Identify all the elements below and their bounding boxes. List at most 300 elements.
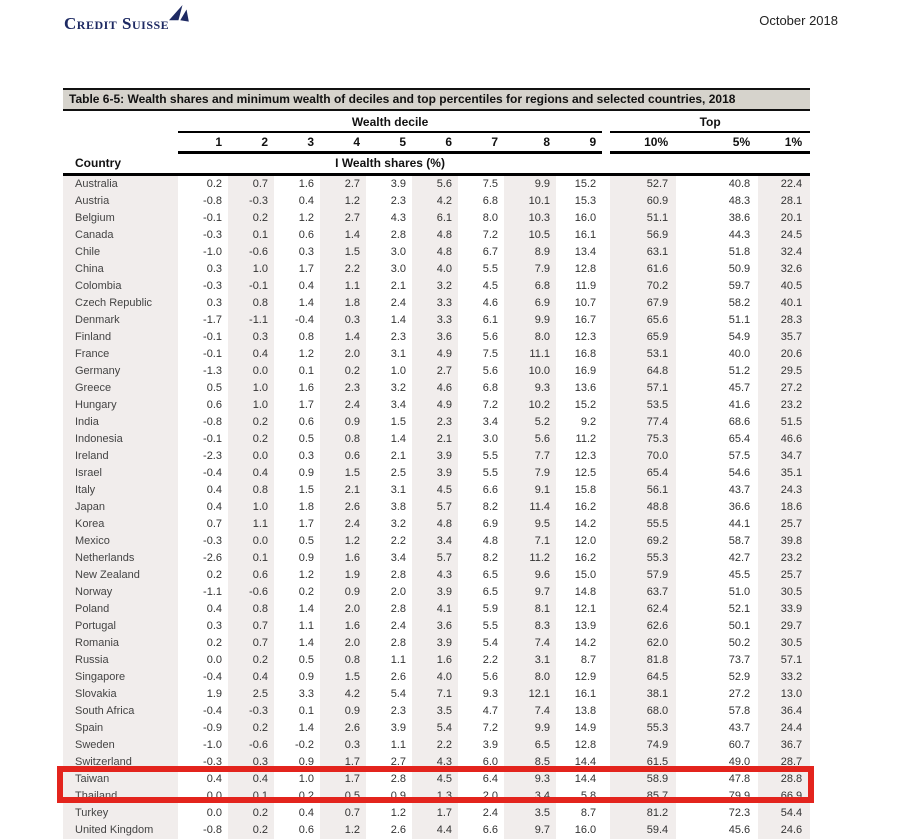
decile-col-header: 3 xyxy=(274,132,320,153)
value-cell: 3.0 xyxy=(458,431,504,448)
value-cell: 6.7 xyxy=(458,244,504,261)
value-cell: 28.8 xyxy=(758,771,810,788)
value-cell: 52.1 xyxy=(676,601,758,618)
table-row xyxy=(63,465,810,482)
value-cell: 3.2 xyxy=(366,380,412,397)
value-cell: 6.5 xyxy=(458,567,504,584)
value-cell: 11.4 xyxy=(504,499,556,516)
value-cell: 3.1 xyxy=(366,482,412,499)
value-cell: 1.5 xyxy=(320,244,366,261)
value-cell: 9.2 xyxy=(556,414,602,431)
table-row xyxy=(63,227,810,244)
country-cell: Germany xyxy=(63,363,178,380)
value-cell: 1.0 xyxy=(228,397,274,414)
value-cell: 3.5 xyxy=(412,703,458,720)
column-gap-cell xyxy=(602,193,610,210)
value-cell: 57.1 xyxy=(758,652,810,669)
value-cell: 62.4 xyxy=(610,601,676,618)
value-cell: 0.8 xyxy=(228,482,274,499)
value-cell: 29.5 xyxy=(758,363,810,380)
value-cell: -0.3 xyxy=(178,227,228,244)
value-cell: 1.4 xyxy=(366,431,412,448)
country-cell: Colombia xyxy=(63,278,178,295)
value-cell: 1.0 xyxy=(274,771,320,788)
value-cell: 1.4 xyxy=(274,295,320,312)
column-gap-cell xyxy=(602,278,610,295)
value-cell: -0.4 xyxy=(178,703,228,720)
value-cell: 55.3 xyxy=(610,720,676,737)
value-cell: 1.2 xyxy=(274,567,320,584)
page-date: October 2018 xyxy=(759,13,838,28)
table-row xyxy=(63,295,810,312)
value-cell: 0.2 xyxy=(178,567,228,584)
value-cell: 2.8 xyxy=(366,227,412,244)
value-cell: 28.1 xyxy=(758,193,810,210)
value-cell: 6.6 xyxy=(458,482,504,499)
table-row xyxy=(63,822,810,839)
value-cell: 35.7 xyxy=(758,329,810,346)
column-gap-cell xyxy=(602,737,610,754)
country-cell: New Zealand xyxy=(63,567,178,584)
country-cell: Thailand xyxy=(63,788,178,805)
value-cell: 38.1 xyxy=(610,686,676,703)
value-cell: 2.3 xyxy=(320,380,366,397)
value-cell: -1.1 xyxy=(178,584,228,601)
value-cell: 15.0 xyxy=(556,567,602,584)
value-cell: 2.5 xyxy=(228,686,274,703)
value-cell: 50.9 xyxy=(676,261,758,278)
value-cell: 5.6 xyxy=(458,329,504,346)
value-cell: 0.6 xyxy=(320,448,366,465)
value-cell: 3.4 xyxy=(504,788,556,805)
value-cell: 28.7 xyxy=(758,754,810,771)
value-cell: -0.3 xyxy=(178,278,228,295)
value-cell: 14.9 xyxy=(556,720,602,737)
value-cell: 0.4 xyxy=(274,805,320,822)
column-gap-cell xyxy=(602,261,610,278)
value-cell: 2.4 xyxy=(366,295,412,312)
value-cell: 2.6 xyxy=(320,720,366,737)
country-cell: Finland xyxy=(63,329,178,346)
value-cell: 2.2 xyxy=(412,737,458,754)
country-cell: Japan xyxy=(63,499,178,516)
value-cell: 1.7 xyxy=(274,397,320,414)
value-cell: 4.8 xyxy=(458,533,504,550)
column-gap-cell xyxy=(602,669,610,686)
value-cell: -0.3 xyxy=(228,193,274,210)
value-cell: 5.5 xyxy=(458,261,504,278)
value-cell: 25.7 xyxy=(758,516,810,533)
value-cell: 14.4 xyxy=(556,771,602,788)
value-cell: 0.1 xyxy=(274,363,320,380)
value-cell: -0.8 xyxy=(178,193,228,210)
value-cell: 39.8 xyxy=(758,533,810,550)
value-cell: 55.5 xyxy=(610,516,676,533)
value-cell: 0.9 xyxy=(274,550,320,567)
value-cell: 1.1 xyxy=(274,618,320,635)
value-cell: 0.5 xyxy=(178,380,228,397)
value-cell: 5.6 xyxy=(504,431,556,448)
value-cell: 3.5 xyxy=(504,805,556,822)
value-cell: 4.0 xyxy=(412,261,458,278)
table-row xyxy=(63,329,810,346)
table-row xyxy=(63,584,810,601)
country-cell: Norway xyxy=(63,584,178,601)
value-cell: 51.2 xyxy=(676,363,758,380)
value-cell: 4.8 xyxy=(412,516,458,533)
value-cell: 1.1 xyxy=(366,652,412,669)
value-cell: 62.0 xyxy=(610,635,676,652)
value-cell: 60.7 xyxy=(676,737,758,754)
value-cell: 36.7 xyxy=(758,737,810,754)
value-cell: 0.8 xyxy=(320,652,366,669)
value-cell: 3.6 xyxy=(412,329,458,346)
table-row xyxy=(63,516,810,533)
value-cell: 0.0 xyxy=(178,788,228,805)
value-cell: 3.9 xyxy=(412,635,458,652)
value-cell: -0.6 xyxy=(228,244,274,261)
table-row xyxy=(63,737,810,754)
value-cell: 65.9 xyxy=(610,329,676,346)
value-cell: 6.8 xyxy=(504,278,556,295)
top-group-header: Top xyxy=(610,112,810,132)
column-gap-cell xyxy=(602,686,610,703)
table-row xyxy=(63,720,810,737)
value-cell: 0.2 xyxy=(228,210,274,227)
value-cell: 59.4 xyxy=(610,822,676,839)
value-cell: 6.4 xyxy=(458,771,504,788)
table-header xyxy=(63,112,810,175)
value-cell: 8.1 xyxy=(504,601,556,618)
column-gap-cell xyxy=(602,635,610,652)
table-row xyxy=(63,414,810,431)
column-gap-cell xyxy=(602,652,610,669)
value-cell: 40.5 xyxy=(758,278,810,295)
value-cell: 54.6 xyxy=(676,465,758,482)
top1-col-header: 1% xyxy=(758,132,810,153)
value-cell: 11.9 xyxy=(556,278,602,295)
value-cell: 12.3 xyxy=(556,329,602,346)
value-cell: 0.4 xyxy=(178,482,228,499)
value-cell: 0.1 xyxy=(274,703,320,720)
value-cell: 60.9 xyxy=(610,193,676,210)
value-cell: 22.4 xyxy=(758,175,810,194)
value-cell: 3.9 xyxy=(366,175,412,194)
country-cell: Romania xyxy=(63,635,178,652)
value-cell: 57.1 xyxy=(610,380,676,397)
value-cell: 2.8 xyxy=(366,601,412,618)
column-gap-cell xyxy=(602,533,610,550)
wealth-shares-table xyxy=(63,112,810,839)
value-cell: 2.6 xyxy=(320,499,366,516)
value-cell: 1.8 xyxy=(274,499,320,516)
value-cell: 77.4 xyxy=(610,414,676,431)
value-cell: 12.0 xyxy=(556,533,602,550)
value-cell: 70.2 xyxy=(610,278,676,295)
decile-col-header: 9 xyxy=(556,132,602,153)
value-cell: 0.9 xyxy=(320,703,366,720)
value-cell: 15.8 xyxy=(556,482,602,499)
value-cell: 5.6 xyxy=(458,669,504,686)
value-cell: 30.5 xyxy=(758,584,810,601)
table-body xyxy=(63,175,810,839)
value-cell: 2.0 xyxy=(320,346,366,363)
value-cell: 1.4 xyxy=(274,601,320,618)
value-cell: 3.2 xyxy=(366,516,412,533)
table-row xyxy=(63,686,810,703)
value-cell: -0.4 xyxy=(274,312,320,329)
value-cell: 3.3 xyxy=(412,312,458,329)
column-gap-cell xyxy=(602,175,610,194)
country-cell: Switzerland xyxy=(63,754,178,771)
value-cell: 7.4 xyxy=(504,703,556,720)
value-cell: 58.9 xyxy=(610,771,676,788)
value-cell: 8.0 xyxy=(504,669,556,686)
value-cell: 3.4 xyxy=(458,414,504,431)
value-cell: 81.2 xyxy=(610,805,676,822)
value-cell: 3.4 xyxy=(412,533,458,550)
value-cell: 0.9 xyxy=(366,788,412,805)
value-cell: 65.4 xyxy=(676,431,758,448)
value-cell: 12.1 xyxy=(504,686,556,703)
value-cell: 0.2 xyxy=(228,431,274,448)
value-cell: 1.4 xyxy=(274,720,320,737)
country-cell: Korea xyxy=(63,516,178,533)
value-cell: 14.2 xyxy=(556,516,602,533)
value-cell: -2.3 xyxy=(178,448,228,465)
value-cell: 5.7 xyxy=(412,499,458,516)
value-cell: 1.1 xyxy=(320,278,366,295)
value-cell: 43.7 xyxy=(676,720,758,737)
table-row xyxy=(63,363,810,380)
value-cell: 63.1 xyxy=(610,244,676,261)
value-cell: 7.5 xyxy=(458,346,504,363)
column-group-gap xyxy=(602,112,610,175)
value-cell: 6.1 xyxy=(458,312,504,329)
value-cell: 0.7 xyxy=(228,175,274,194)
value-cell: 1.1 xyxy=(228,516,274,533)
value-cell: 2.3 xyxy=(366,193,412,210)
value-cell: 13.8 xyxy=(556,703,602,720)
column-gap-cell xyxy=(602,601,610,618)
decile-col-header: 4 xyxy=(320,132,366,153)
value-cell: 36.6 xyxy=(676,499,758,516)
value-cell: 6.9 xyxy=(458,516,504,533)
value-cell: 4.5 xyxy=(458,278,504,295)
value-cell: 0.8 xyxy=(320,431,366,448)
value-cell: 14.2 xyxy=(556,635,602,652)
value-cell: 74.9 xyxy=(610,737,676,754)
table-title: Table 6-5: Wealth shares and minimum wealth of deciles and top percentiles for regions and selected countries, 2018 xyxy=(63,88,810,111)
value-cell: 33.2 xyxy=(758,669,810,686)
value-cell: 3.0 xyxy=(366,244,412,261)
value-cell: 12.1 xyxy=(556,601,602,618)
value-cell: 47.8 xyxy=(676,771,758,788)
value-cell: 0.5 xyxy=(274,431,320,448)
value-cell: 6.6 xyxy=(458,822,504,839)
value-cell: 0.2 xyxy=(228,414,274,431)
value-cell: 0.3 xyxy=(228,754,274,771)
value-cell: 45.5 xyxy=(676,567,758,584)
table-row xyxy=(63,635,810,652)
sail-icon xyxy=(167,5,189,28)
value-cell: 7.1 xyxy=(504,533,556,550)
value-cell: 49.0 xyxy=(676,754,758,771)
decile-col-header: 7 xyxy=(458,132,504,153)
column-gap-cell xyxy=(602,312,610,329)
value-cell: 1.7 xyxy=(412,805,458,822)
credit-suisse-logo xyxy=(64,14,189,37)
value-cell: 1.2 xyxy=(320,193,366,210)
table-row xyxy=(63,703,810,720)
value-cell: 3.3 xyxy=(274,686,320,703)
value-cell: 1.4 xyxy=(320,227,366,244)
value-cell: 73.7 xyxy=(676,652,758,669)
value-cell: 0.2 xyxy=(228,822,274,839)
top5-col-header: 5% xyxy=(676,132,758,153)
value-cell: 1.7 xyxy=(320,754,366,771)
value-cell: 61.5 xyxy=(610,754,676,771)
value-cell: 62.6 xyxy=(610,618,676,635)
value-cell: 56.9 xyxy=(610,227,676,244)
value-cell: 64.5 xyxy=(610,669,676,686)
value-cell: 3.0 xyxy=(366,261,412,278)
value-cell: 0.9 xyxy=(274,754,320,771)
value-cell: 0.7 xyxy=(228,618,274,635)
value-cell: 0.9 xyxy=(274,465,320,482)
column-gap-cell xyxy=(602,584,610,601)
table-row xyxy=(63,312,810,329)
value-cell: 68.0 xyxy=(610,703,676,720)
table-row xyxy=(63,805,810,822)
value-cell: 1.6 xyxy=(412,652,458,669)
value-cell: 6.9 xyxy=(504,295,556,312)
value-cell: 2.4 xyxy=(458,805,504,822)
value-cell: 0.2 xyxy=(178,635,228,652)
value-cell: 16.1 xyxy=(556,227,602,244)
value-cell: 40.1 xyxy=(758,295,810,312)
value-cell: 53.5 xyxy=(610,397,676,414)
value-cell: 0.9 xyxy=(320,414,366,431)
value-cell: 5.4 xyxy=(458,635,504,652)
value-cell: 2.5 xyxy=(366,465,412,482)
value-cell: 0.2 xyxy=(274,584,320,601)
value-cell: 1.2 xyxy=(320,533,366,550)
value-cell: 0.0 xyxy=(228,448,274,465)
value-cell: 70.0 xyxy=(610,448,676,465)
value-cell: 4.2 xyxy=(320,686,366,703)
value-cell: -0.9 xyxy=(178,720,228,737)
country-cell: Netherlands xyxy=(63,550,178,567)
column-gap-cell xyxy=(602,499,610,516)
value-cell: 15.2 xyxy=(556,175,602,194)
value-cell: -1.0 xyxy=(178,737,228,754)
country-cell: Australia xyxy=(63,175,178,194)
column-gap-cell xyxy=(602,482,610,499)
value-cell: 13.9 xyxy=(556,618,602,635)
value-cell: 11.2 xyxy=(504,550,556,567)
value-cell: 1.2 xyxy=(366,805,412,822)
value-cell: 2.7 xyxy=(366,754,412,771)
table-row xyxy=(63,448,810,465)
value-cell: 0.4 xyxy=(274,278,320,295)
value-cell: 3.9 xyxy=(412,584,458,601)
value-cell: 16.9 xyxy=(556,363,602,380)
value-cell: -2.6 xyxy=(178,550,228,567)
top10-col-header: 10% xyxy=(610,132,676,153)
value-cell: 6.5 xyxy=(458,584,504,601)
value-cell: -0.3 xyxy=(228,703,274,720)
value-cell: 0.3 xyxy=(274,244,320,261)
value-cell: 4.3 xyxy=(412,754,458,771)
value-cell: 0.0 xyxy=(228,533,274,550)
column-gap-cell xyxy=(602,431,610,448)
value-cell: 2.0 xyxy=(320,601,366,618)
country-cell: Belgium xyxy=(63,210,178,227)
value-cell: 4.9 xyxy=(412,397,458,414)
value-cell: -0.6 xyxy=(228,737,274,754)
column-gap-cell xyxy=(602,210,610,227)
country-header: Country xyxy=(63,112,178,175)
value-cell: 45.6 xyxy=(676,822,758,839)
value-cell: 5.2 xyxy=(504,414,556,431)
value-cell: 7.9 xyxy=(504,465,556,482)
value-cell: 67.9 xyxy=(610,295,676,312)
table-row xyxy=(63,193,810,210)
value-cell: 2.2 xyxy=(366,533,412,550)
value-cell: 13.6 xyxy=(556,380,602,397)
value-cell: 2.1 xyxy=(412,431,458,448)
decile-col-header: 5 xyxy=(366,132,412,153)
value-cell: 0.0 xyxy=(178,652,228,669)
value-cell: 24.6 xyxy=(758,822,810,839)
country-cell: Turkey xyxy=(63,805,178,822)
value-cell: 16.1 xyxy=(556,686,602,703)
value-cell: 65.6 xyxy=(610,312,676,329)
value-cell: 4.6 xyxy=(458,295,504,312)
table-row xyxy=(63,397,810,414)
value-cell: 81.8 xyxy=(610,652,676,669)
value-cell: 4.3 xyxy=(412,567,458,584)
value-cell: 3.2 xyxy=(412,278,458,295)
value-cell: 1.8 xyxy=(320,295,366,312)
value-cell: 1.7 xyxy=(274,516,320,533)
value-cell: 16.2 xyxy=(556,499,602,516)
value-cell: 43.7 xyxy=(676,482,758,499)
value-cell: 0.6 xyxy=(274,227,320,244)
value-cell: 57.8 xyxy=(676,703,758,720)
value-cell: -0.1 xyxy=(178,346,228,363)
value-cell: 5.4 xyxy=(412,720,458,737)
value-cell: 9.3 xyxy=(504,380,556,397)
units-subheader-spacer xyxy=(610,153,810,175)
country-cell: Slovakia xyxy=(63,686,178,703)
value-cell: 0.2 xyxy=(228,652,274,669)
value-cell: 20.6 xyxy=(758,346,810,363)
value-cell: 30.5 xyxy=(758,635,810,652)
value-cell: 3.9 xyxy=(412,448,458,465)
column-gap-cell xyxy=(602,295,610,312)
value-cell: 3.3 xyxy=(412,295,458,312)
value-cell: 0.4 xyxy=(228,465,274,482)
value-cell: -1.0 xyxy=(178,244,228,261)
value-cell: 16.0 xyxy=(556,210,602,227)
value-cell: 12.9 xyxy=(556,669,602,686)
value-cell: 6.0 xyxy=(458,754,504,771)
value-cell: 9.1 xyxy=(504,482,556,499)
value-cell: 1.7 xyxy=(320,771,366,788)
value-cell: 8.3 xyxy=(504,618,556,635)
